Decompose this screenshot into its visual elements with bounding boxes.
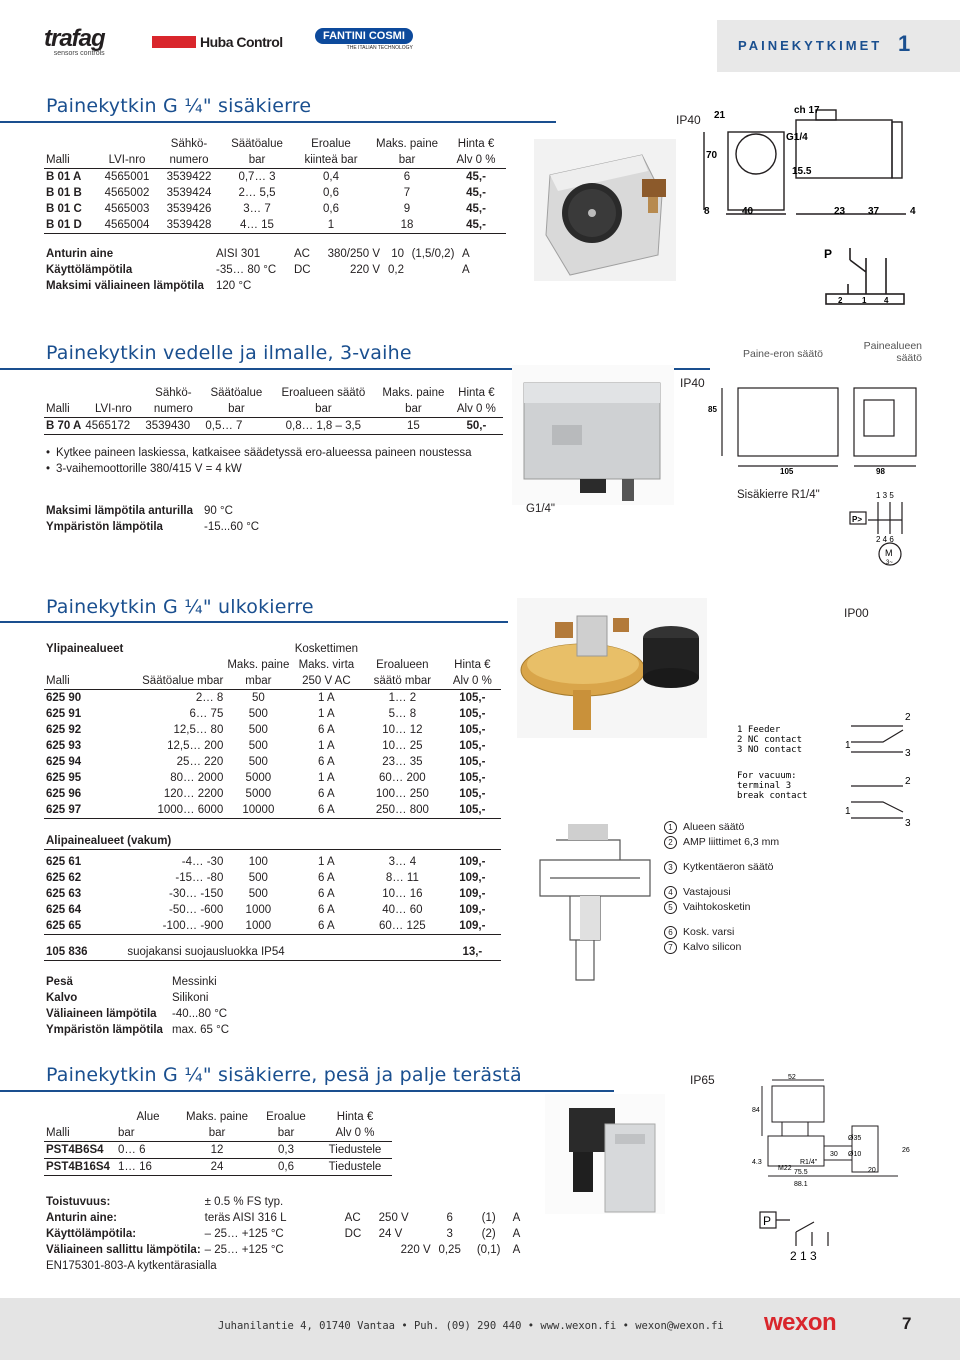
svg-text:3: 3 [905, 748, 911, 759]
spec-row: EN175301-803-A kytkentärasialla [46, 1260, 217, 1272]
section-title: Painekytkin G ¼" sisäkierre [46, 95, 312, 117]
section-title: Painekytkin G ¼" sisäkierre, pesä ja palje terästä [46, 1064, 522, 1086]
spec-row: Väliaineen lämpötila -40...80 °C [46, 1008, 228, 1020]
table-row: 625 65 -100… -900 1000 6 A 60… 125 109,- [44, 918, 501, 935]
svg-text:2: 2 [905, 712, 911, 723]
dim-label: 40 [742, 206, 754, 217]
legend-list [664, 820, 779, 955]
dim-label: 37 [868, 206, 880, 217]
svg-text:M: M [885, 548, 893, 558]
svg-text:20: 20 [868, 1167, 876, 1174]
spec-row: Toistuvuus: ± 0.5 % FS typ. [46, 1196, 284, 1208]
legend-item: 6 Kosk. varsi [664, 925, 779, 940]
product-table: Ylipainealueet Koskettimen Maks. paine Maks. virta Eroalueen Hinta € Malli Säätöalue mbar mbar 250 V AC säätö mbar Alv 0 % 625 90 2… 8 50 1 A 1… 2 105,- 625 91 6… 75 500 1 A 5… 8 105,- 625 92 12,5… 80 500 6 A 10… 12 105,- 625 93 12,5… 200 500 1 A 10… 25 105,- 625 94 25… 220 500 6 A 23… 35 105,- 625 95 80… 2000 5000 1 A 60… 200 105,- 625 96 120… 2200 5000 6 A 100… 250 105,- 625 97 1000… 6000 10000 6 A 250… 800 105,- Alipainealueet (vakum) 625 61 -4… -30 100 1 A 3… 4 109,- 625 62 -15… -80 500 6 A 8… 11 109,- 625 63 -30… -150 500 6 A 10… 16 109,- 625 64 -50… -600 1000 6 A 40… 60 109,- 625 65 -100… -900 1000 6 A 60… 125 109,- 105 836 suojakansi suojausluokka IP54 13,- [44, 641, 501, 961]
svg-text:30: 30 [830, 1151, 838, 1158]
spec-table [44, 1194, 529, 1274]
ip-rating: IP40 [680, 376, 705, 390]
col-head [96, 136, 158, 152]
svg-text:4.3: 4.3 [752, 1159, 762, 1166]
svg-text:88.1: 88.1 [794, 1181, 808, 1188]
ip-rating: IP00 [844, 606, 869, 620]
legend-item: 1 Alueen säätö [664, 820, 779, 835]
table-row: B 70 A 4565172 3539430 0,5… 7 0,8… 1,8 – 3,5 15 50,- [44, 418, 503, 435]
spec-row: Anturin aine AISI 301 AC 380/250 V 10 (1,5/0,2) A [46, 248, 470, 260]
svg-text:2: 2 [905, 776, 911, 787]
svg-text:1 Feeder: 1 Feeder [737, 725, 781, 735]
table-row: B 01 C 4565003 3539426 3… 7 0,6 9 45,- [46, 203, 486, 215]
table-row: B 01 A 4565001 3539422 0,7… 3 0,4 6 45,- [46, 171, 486, 183]
spec-row: Väliaineen sallittu lämpötila: – 25… +125 °C 220 V 0,25 (0,1) A [46, 1244, 521, 1256]
trafag-logo: trafag sensors controls [44, 25, 105, 57]
svg-text:1: 1 [845, 806, 851, 817]
table-row: 105 836 suojakansi suojausluokka IP54 13,- [44, 944, 501, 961]
svg-text:P: P [763, 1214, 772, 1228]
symbol-label: 2 [838, 296, 843, 305]
symbol-label: 1 [862, 296, 867, 305]
dimension-drawing [748, 1072, 918, 1192]
svg-text:1 3 5: 1 3 5 [876, 491, 894, 500]
svg-text:M22: M22 [778, 1165, 792, 1172]
col-head: Eroalue [311, 138, 351, 150]
col-head: Maks. paine [375, 138, 438, 150]
svg-text:Ø35: Ø35 [848, 1135, 862, 1142]
svg-text:Ø10: Ø10 [848, 1151, 862, 1158]
legend-item: 5 Vaihtokosketin [664, 900, 779, 915]
dim-label: 8 [704, 206, 710, 217]
svg-text:P>: P> [852, 515, 863, 524]
dim-label: ch 17 [794, 105, 820, 116]
switch-symbol [758, 1206, 838, 1264]
table-row: 625 93 12,5… 200 500 1 A 10… 25 105,- [46, 740, 486, 752]
footer-address: Juhanilantie 4, 01740 Vantaa • Puh. (09) 290 440 • www.wexon.fi • wexon@wexon.fi [218, 1320, 724, 1332]
spec-row: Käyttölämpötila: – 25… +125 °C DC 24 V 3 (2) A [46, 1228, 521, 1240]
dim-label: 4 [910, 206, 916, 217]
switch-symbol [822, 244, 922, 306]
dim-label: G1/4 [786, 132, 808, 143]
wiring-diagram [846, 490, 912, 574]
svg-text:terminal 3: terminal 3 [737, 781, 792, 791]
contact-diagram [733, 706, 933, 836]
adjust-label: Painealueen säätö [863, 340, 922, 364]
dim-label: 98 [876, 467, 885, 476]
col-head: Säätöalue [231, 138, 283, 150]
svg-text:1: 1 [845, 740, 851, 751]
col-head: Sähkö- [170, 138, 208, 150]
dimension-drawing [696, 102, 952, 232]
table-row: 625 97 1000… 6000 10000 6 A 250… 800 105,- [44, 802, 501, 819]
col-head [44, 136, 96, 152]
table-row: 625 64 -50… -600 1000 6 A 40… 60 109,- [46, 903, 486, 916]
table-row: 625 91 6… 75 500 1 A 5… 8 105,- [46, 708, 486, 720]
svg-text:For vacuum:: For vacuum: [737, 771, 797, 781]
dim-label: 105 [780, 467, 794, 476]
footer-page-number: 7 [902, 1314, 912, 1333]
thread-label: G1/4" [526, 503, 556, 515]
section-title: Painekytkin G ¼" ulkokierre [46, 596, 314, 618]
product-table: Sähkö- Säätöalue Eroalueen säätö Maks. paine Hinta € Malli LVI-nro numero bar bar bar Alv 0 % B 70 A 4565172 3539430 0,5… 7 0,8… 1,8 – 3,5 15 50,- [44, 385, 503, 435]
col-head: numero [158, 152, 220, 169]
dim-label: 21 [714, 110, 726, 121]
svg-text:84: 84 [752, 1107, 760, 1114]
col-head: Alv 0 % [446, 152, 506, 169]
section-title: Painekytkin vedelle ja ilmalle, 3-vaihe [46, 342, 412, 364]
table-row: 625 96 120… 2200 5000 6 A 100… 250 105,- [46, 788, 486, 800]
table-row: B 01 D 4565004 3539428 4… 15 1 18 45,- [44, 217, 506, 234]
cross-section-drawing [520, 800, 670, 990]
spec-table [44, 503, 261, 535]
bullet-item: • 3-vaihemoottorille 380/415 V = 4 kW [46, 463, 242, 475]
table-row: 625 90 2… 8 50 1 A 1… 2 105,- [46, 692, 486, 704]
svg-text:26: 26 [902, 1147, 910, 1154]
col-head: bar [220, 152, 294, 169]
col-head: Malli [44, 152, 96, 169]
svg-text:52: 52 [788, 1074, 796, 1081]
spec-row: Maksimi lämpötila anturilla 90 °C [46, 505, 233, 517]
legend-item: 3 Kytkentäeron säätö [664, 860, 779, 875]
spec-table [44, 246, 478, 294]
header-page-number: 1 [898, 31, 911, 56]
dim-label: 85 [708, 405, 717, 414]
ip-rating: IP40 [676, 113, 701, 127]
legend-item: 2 AMP liittimet 6,3 mm [664, 835, 779, 850]
fantini-cosmi-logo: FANTINI COSMI THE ITALIAN TECHNOLOGY [315, 28, 413, 51]
thread-label: Sisäkierre R1/4" [737, 489, 820, 501]
table-row: 625 62 -15… -80 500 6 A 8… 11 109,- [46, 871, 486, 884]
spec-row: Anturin aine: teräs AISI 316 L AC 250 V 6 (1) A [46, 1212, 521, 1224]
section-rule [0, 621, 508, 623]
symbol-label: P [824, 247, 833, 261]
svg-text:2 4 6: 2 4 6 [876, 535, 894, 544]
table-row: 625 94 25… 220 500 6 A 23… 35 105,- [46, 756, 486, 768]
col-head: bar [368, 152, 446, 169]
svg-text:2 NC contact: 2 NC contact [737, 735, 803, 745]
col-head: kiinteä bar [294, 152, 368, 169]
legend-item: 4 Vastajousi [664, 885, 779, 900]
adjust-label: Paine-eron säätö [743, 348, 823, 360]
spec-row: Pesä Messinki [46, 976, 217, 988]
product-photo-b70 [512, 365, 674, 505]
ip-rating: IP65 [690, 1073, 715, 1087]
col-head: LVI-nro [96, 152, 158, 169]
spec-row: Maksimi väliaineen lämpötila 120 °C [46, 280, 252, 292]
product-table: Alue Maks. paine Eroalue Hinta € Malli bar bar bar Alv 0 % PST4B6S4 0… 6 12 0,3 Tiedustele PST4B16S4 1… 16 24 0,6 Tiedustele [44, 1109, 392, 1176]
dim-label: 70 [706, 150, 718, 161]
table-row: 625 92 12,5… 80 500 6 A 10… 12 105,- [46, 724, 486, 736]
svg-text:75.5: 75.5 [794, 1169, 808, 1176]
huba-control-logo: Huba Control [152, 34, 283, 50]
table-row: 625 95 80… 2000 5000 1 A 60… 200 105,- [46, 772, 486, 784]
product-photo-b01 [530, 135, 680, 285]
svg-text:3~: 3~ [886, 560, 893, 566]
spec-row: Ympäristön lämpötila max. 65 °C [46, 1024, 230, 1036]
svg-text:2 1 3: 2 1 3 [790, 1249, 817, 1263]
table-row: B 01 B 4565002 3539424 2… 5,5 0,6 7 45,- [46, 187, 486, 199]
legend-item: 7 Kalvo silicon [664, 940, 779, 955]
spec-row: Kalvo Silikoni [46, 992, 209, 1004]
symbol-label: 4 [884, 296, 889, 305]
product-photo-625 [517, 598, 707, 738]
table-row: 625 61 -4… -30 100 1 A 3… 4 109,- [46, 855, 486, 868]
section-rule [0, 1090, 614, 1092]
dim-label: 23 [834, 206, 846, 217]
header-category: PAINEKYTKIMET [738, 38, 883, 53]
spec-table [44, 974, 231, 1038]
table-row: 625 63 -30… -150 500 6 A 10… 16 109,- [46, 887, 486, 900]
vacuum-heading: Alipainealueet (vakum) [44, 833, 291, 850]
product-table [44, 136, 506, 234]
spec-row: Ympäristön lämpötila -15...60 °C [46, 521, 260, 533]
svg-text:3: 3 [905, 818, 911, 829]
spec-row: Käyttölämpötila -35… 80 °C DC 220 V 0,2 A [46, 264, 470, 276]
table-row: PST4B6S4 0… 6 12 0,3 Tiedustele [44, 1142, 392, 1159]
product-photo-pst4 [545, 1094, 665, 1214]
section-rule [0, 121, 556, 123]
wexon-logo: wexon [764, 1309, 837, 1336]
svg-text:R1/4": R1/4" [800, 1159, 818, 1166]
col-head: Hinta € [457, 138, 495, 150]
dim-label: 15.5 [792, 166, 812, 177]
table-row: PST4B16S4 1… 16 24 0,6 Tiedustele [44, 1159, 392, 1176]
svg-text:3 NO contact: 3 NO contact [737, 745, 803, 755]
bullet-item: • Kytkee paineen laskiessa, katkaisee säädetyssä ero-alueessa paineen noustessa [46, 447, 472, 459]
svg-text:break contact: break contact [737, 791, 808, 801]
dimension-drawing [704, 366, 924, 478]
